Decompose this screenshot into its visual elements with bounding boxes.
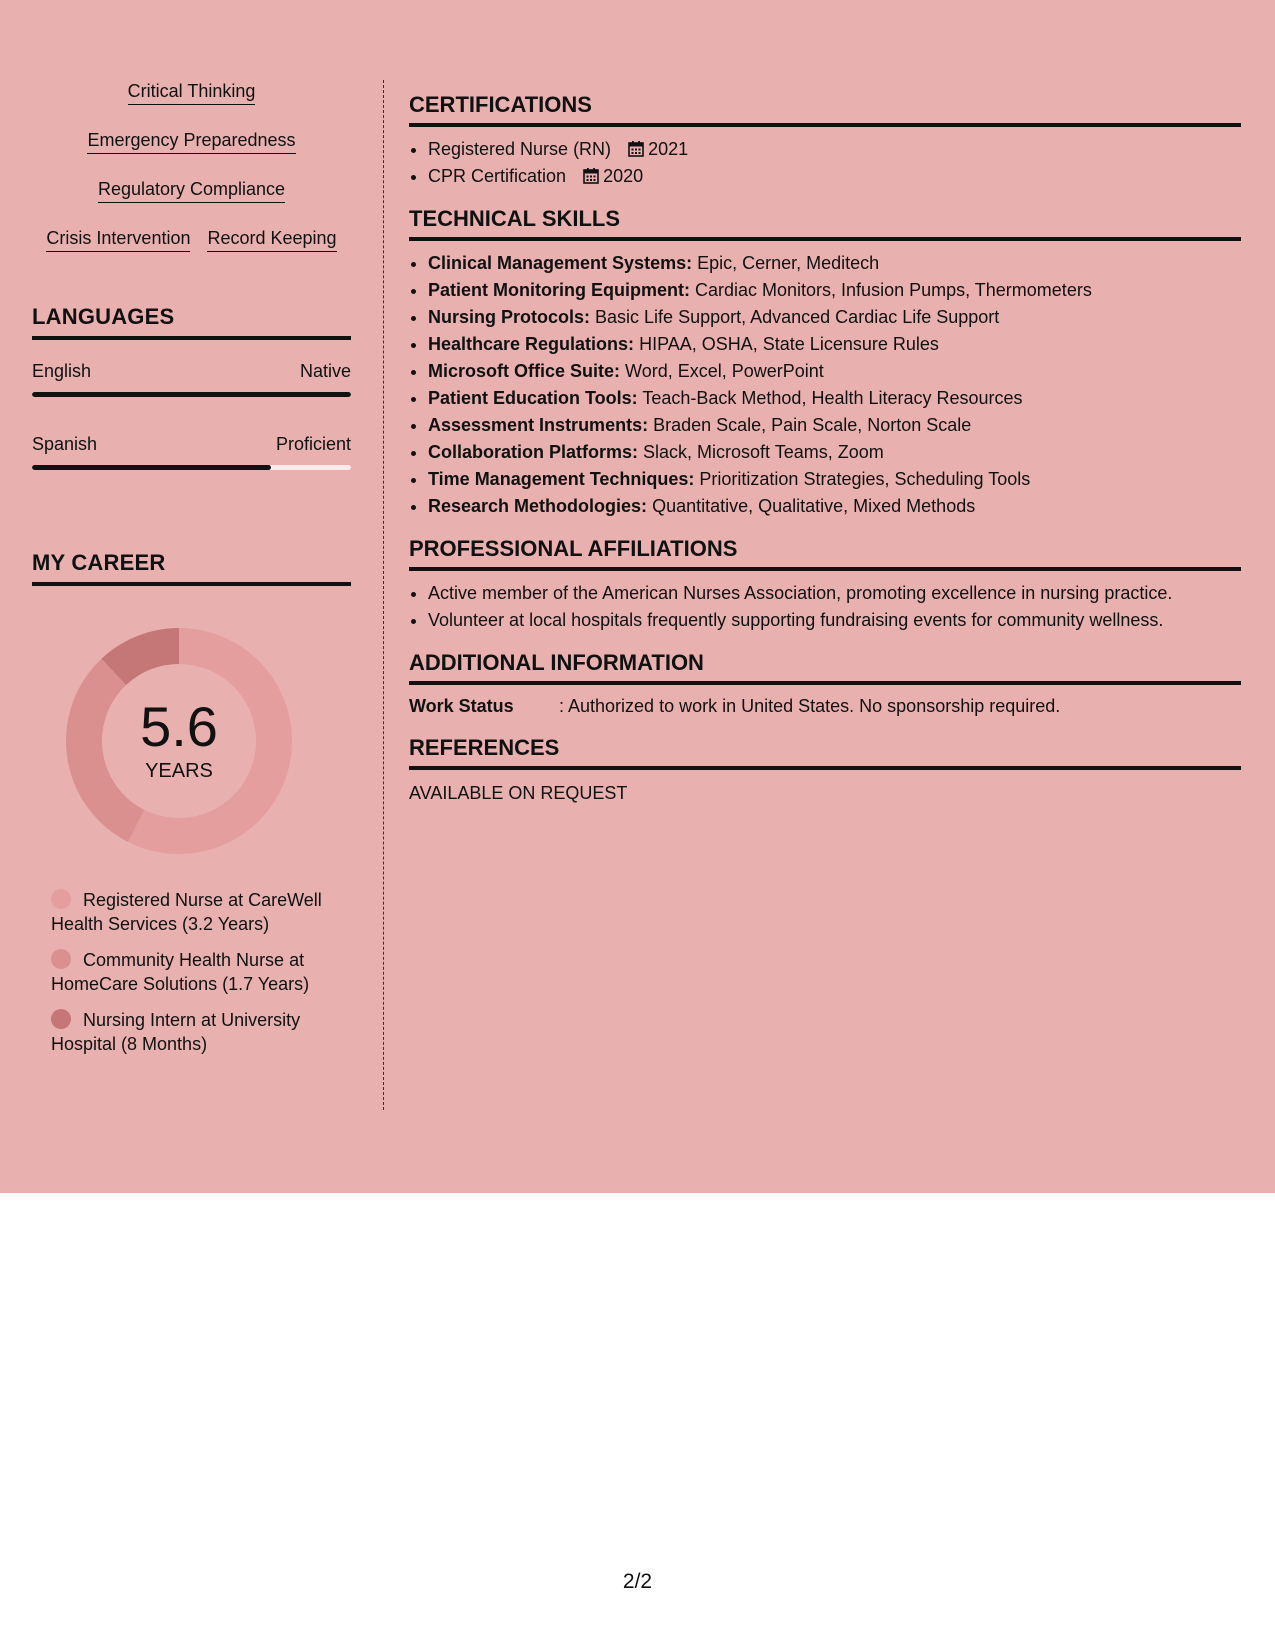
additional-info-section [409, 650, 1241, 719]
legend-dot [51, 949, 71, 969]
career-section [32, 550, 351, 1056]
list-item [428, 277, 1241, 304]
legend-item [51, 948, 331, 996]
technical-skills-section [409, 206, 1241, 520]
skill-label: Assessment Instruments: [428, 415, 649, 435]
skill-label: Healthcare Regulations: [428, 334, 635, 354]
career-total: 5.6 [140, 695, 218, 758]
certifications-heading: CERTIFICATIONS [409, 92, 1241, 127]
skill-tag: Crisis Intervention [46, 227, 190, 252]
skill-label: Collaboration Platforms: [428, 442, 639, 462]
affiliations-section [409, 536, 1241, 634]
skill-label: Time Management Techniques: [428, 469, 695, 489]
affiliations-heading: PROFESSIONAL AFFILIATIONS [409, 536, 1241, 571]
list-item [428, 412, 1241, 439]
references-text: AVAILABLE ON REQUEST [409, 783, 628, 803]
column-divider [383, 80, 384, 1110]
calendar-icon [628, 140, 644, 157]
career-legend [51, 888, 331, 1056]
skill-label: Patient Monitoring Equipment: [428, 280, 690, 300]
work-status-value: : Authorized to work in United States. No sponsorship required. [559, 696, 1061, 716]
additional-info-heading: ADDITIONAL INFORMATION [409, 650, 1241, 685]
technical-skills-heading: TECHNICAL SKILLS [409, 206, 1241, 241]
certification-year: 2020 [603, 166, 644, 186]
references-section [409, 735, 1241, 806]
language-bar-fill [32, 465, 271, 470]
work-status-row [409, 693, 1241, 719]
skill-value: Word, Excel, PowerPoint [625, 361, 824, 381]
language-level: Native [299, 361, 351, 381]
certification-name: Registered Nurse (RN) [428, 139, 612, 159]
list-item: • Active member of the American Nurses Association, promoting excellence in nursing practice. [428, 580, 1241, 607]
sidebar [32, 80, 351, 1068]
skill-label: Research Methodologies: [428, 496, 648, 516]
list-item [428, 466, 1241, 493]
language-level: Proficient [275, 434, 351, 454]
list-item [428, 331, 1241, 358]
legend-item [51, 888, 331, 936]
skill-label: Patient Education Tools: [428, 388, 638, 408]
skill-value: Prioritization Strategies, Scheduling Tools [699, 469, 1031, 489]
skill-value: Teach-Back Method, Health Literacy Resources [642, 388, 1023, 408]
skill-label: Microsoft Office Suite: [428, 361, 621, 381]
skill-value: HIPAA, OSHA, State Licensure Rules [639, 334, 939, 354]
legend-dot [51, 889, 71, 909]
list-item: • Volunteer at local hospitals frequently supporting fundraising events for community wellness. [428, 607, 1241, 634]
certifications-section [409, 92, 1241, 190]
skill-tag: Critical Thinking [128, 80, 256, 105]
career-unit: YEARS [145, 760, 213, 782]
references-heading: REFERENCES [409, 735, 1241, 770]
technical-skills-list [409, 250, 1241, 520]
list-item [428, 163, 1241, 190]
skill-value: Quantitative, Qualitative, Mixed Methods [652, 496, 976, 516]
legend-dot [51, 1009, 71, 1029]
main-content [409, 92, 1241, 822]
language-item [32, 433, 351, 470]
list-item [428, 136, 1241, 163]
skill-value: Braden Scale, Pain Scale, Norton Scale [653, 415, 972, 435]
skill-label: Clinical Management Systems: [428, 253, 693, 273]
legend-item [51, 1008, 331, 1056]
language-bar [32, 465, 351, 470]
skill-tag: Regulatory Compliance [98, 178, 285, 203]
skill-value: Epic, Cerner, Meditech [697, 253, 880, 273]
language-bar-fill [32, 392, 351, 397]
legend-label: Community Health Nurse at HomeCare Solutions (1.7 Years) [51, 950, 310, 994]
list-item [428, 304, 1241, 331]
certification-name: CPR Certification [428, 166, 567, 186]
language-name: English [32, 361, 92, 381]
list-item [428, 250, 1241, 277]
language-item [32, 360, 351, 397]
languages-heading: LANGUAGES [32, 304, 351, 340]
certifications-list [409, 136, 1241, 190]
languages-section [32, 304, 351, 470]
skill-value: Slack, Microsoft Teams, Zoom [643, 442, 884, 462]
list-item [428, 358, 1241, 385]
skill-tag: Record Keeping [207, 227, 336, 252]
calendar-icon [583, 167, 599, 184]
work-status-label: Work Status [409, 696, 514, 716]
skills-tags [32, 80, 351, 252]
skill-value: Cardiac Monitors, Infusion Pumps, Thermometers [695, 280, 1092, 300]
legend-label: Registered Nurse at CareWell Health Services (3.2 Years) [51, 890, 322, 934]
page-number: 2/2 [622, 1570, 653, 1593]
skill-tag: Emergency Preparedness [87, 129, 295, 154]
language-bar [32, 392, 351, 397]
list-item [428, 439, 1241, 466]
legend-label: Nursing Intern at University Hospital (8 Months) [51, 1010, 301, 1054]
skill-label: Nursing Protocols: [428, 307, 591, 327]
list-item [428, 493, 1241, 520]
language-name: Spanish [32, 434, 98, 454]
skill-value: Basic Life Support, Advanced Cardiac Life Support [595, 307, 1000, 327]
certification-year: 2021 [648, 139, 689, 159]
career-donut-chart [66, 628, 292, 854]
affiliations-list [409, 580, 1241, 634]
career-heading: MY CAREER [32, 550, 351, 586]
list-item [428, 385, 1241, 412]
